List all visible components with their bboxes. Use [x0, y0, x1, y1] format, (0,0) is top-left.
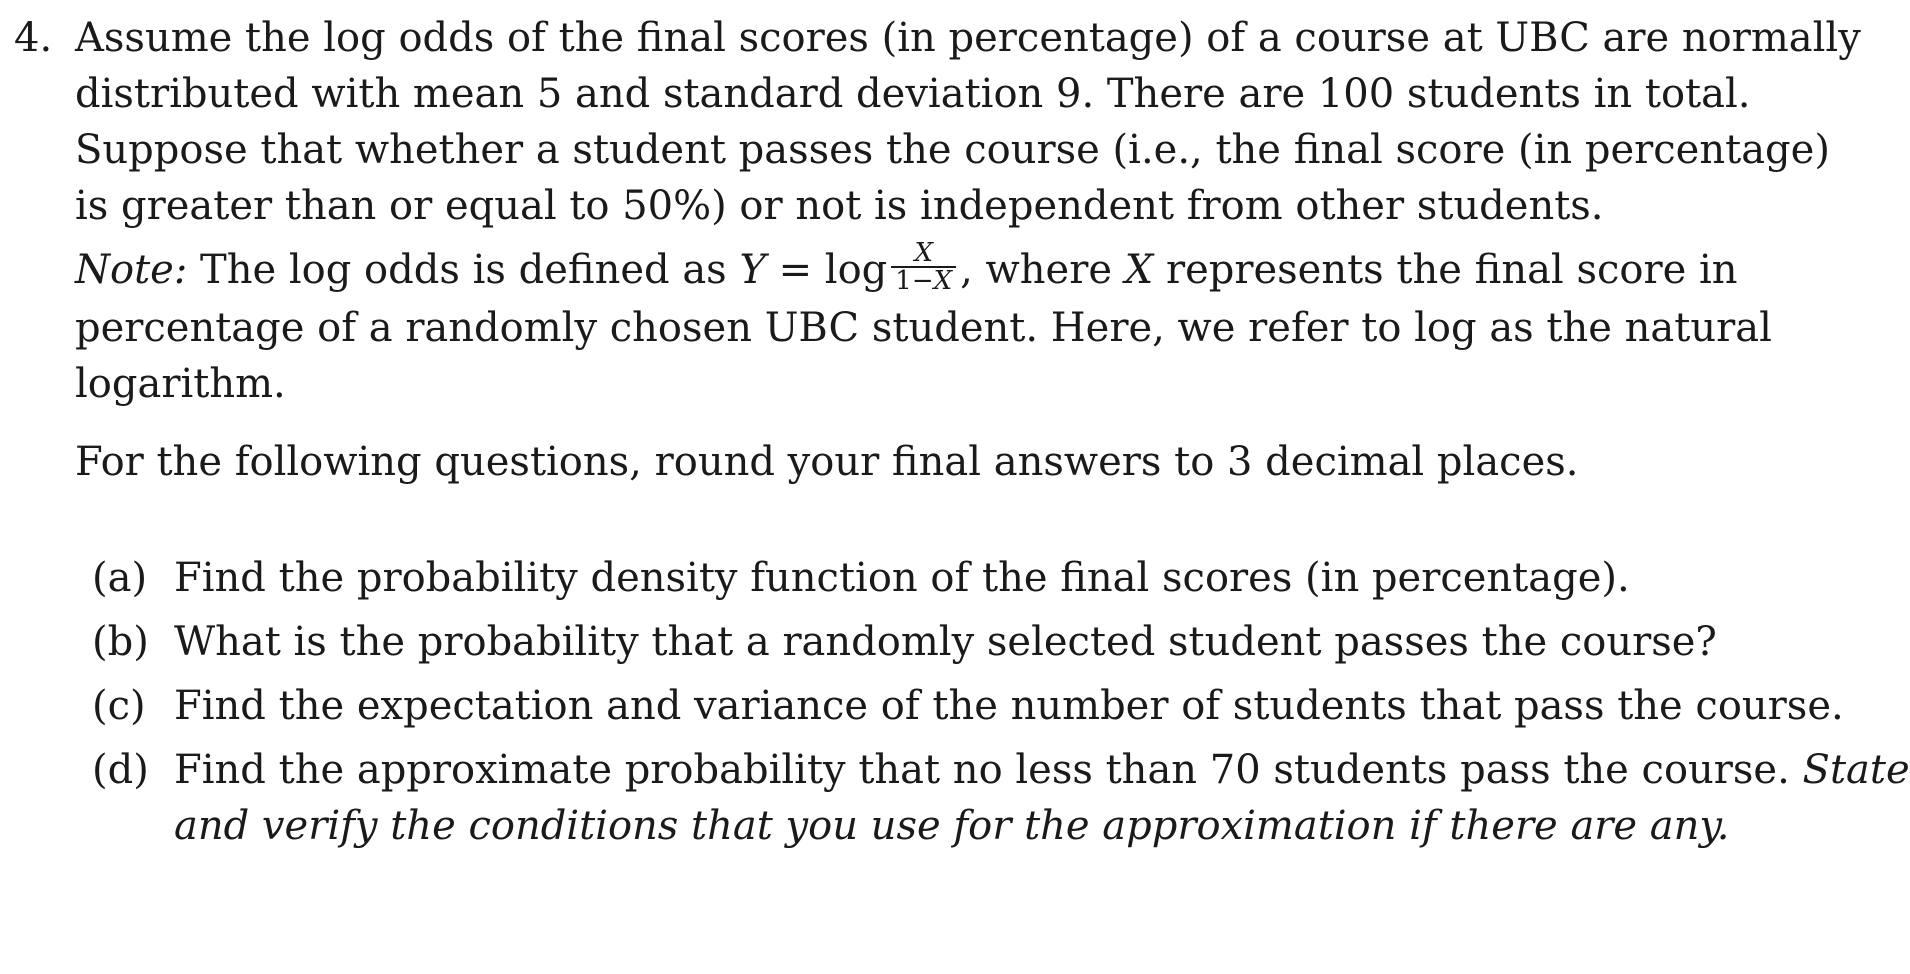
formula-x: X [1124, 247, 1154, 293]
intro-line: Suppose that whether a student passes the course (i.e., the final score (in percentage) [75, 127, 1830, 173]
part-d-line-2 [174, 798, 1910, 854]
part-label: (d) [92, 747, 149, 793]
part-italic: and verify the conditions that you use for the approximation if there are any. [174, 803, 1730, 849]
note-line-1 [75, 238, 1772, 300]
part-d-line-1 [174, 742, 1910, 798]
part-text-block [174, 742, 1910, 854]
part-label: (a) [92, 555, 148, 601]
denominator-variable: X [933, 266, 953, 296]
intro-line: is greater than or equal to 50%) or not is independent from other students. [75, 183, 1604, 229]
intro-line: Assume the log odds of the final scores (in percentage) of a course at UBC are normally [75, 15, 1861, 61]
note-paragraph [75, 238, 1772, 412]
part-text: Find the expectation and variance of the number of students that pass the course. [174, 683, 1844, 729]
note-label: Note: [75, 247, 188, 293]
part-label: (c) [92, 683, 146, 729]
part-text: Find the probability density function of the final scores (in percentage). [174, 555, 1630, 601]
part-text: Find the approximate probability that no less than 70 students pass the course. [174, 747, 1790, 793]
part-text: What is the probability that a randomly selected student passes the course? [174, 619, 1717, 665]
denominator-constant: 1− [895, 266, 934, 296]
log-odds-fraction [891, 240, 956, 294]
note-line-3: logarithm. [75, 361, 286, 407]
note-text: The log odds is defined as [200, 247, 727, 293]
note-line-2: percentage of a randomly chosen UBC student. Here, we refer to log as the natural [75, 305, 1772, 351]
problem-intro [75, 10, 1861, 234]
formula-y: Y [739, 247, 766, 293]
problem-number: 4. [14, 15, 53, 61]
note-text: represents the final score in [1165, 247, 1738, 293]
part-italic: State [1802, 747, 1910, 793]
fraction-numerator: X [891, 240, 956, 268]
intro-line: distributed with mean 5 and standard deviation 9. There are 100 students in total. [75, 71, 1751, 117]
part-label: (b) [92, 619, 149, 665]
instruction-text: For the following questions, round your final answers to 3 decimal places. [75, 439, 1579, 485]
formula-log: log [824, 247, 888, 293]
formula-equals: = [778, 247, 813, 293]
fraction-denominator [891, 268, 956, 294]
note-text: , where [960, 247, 1113, 293]
